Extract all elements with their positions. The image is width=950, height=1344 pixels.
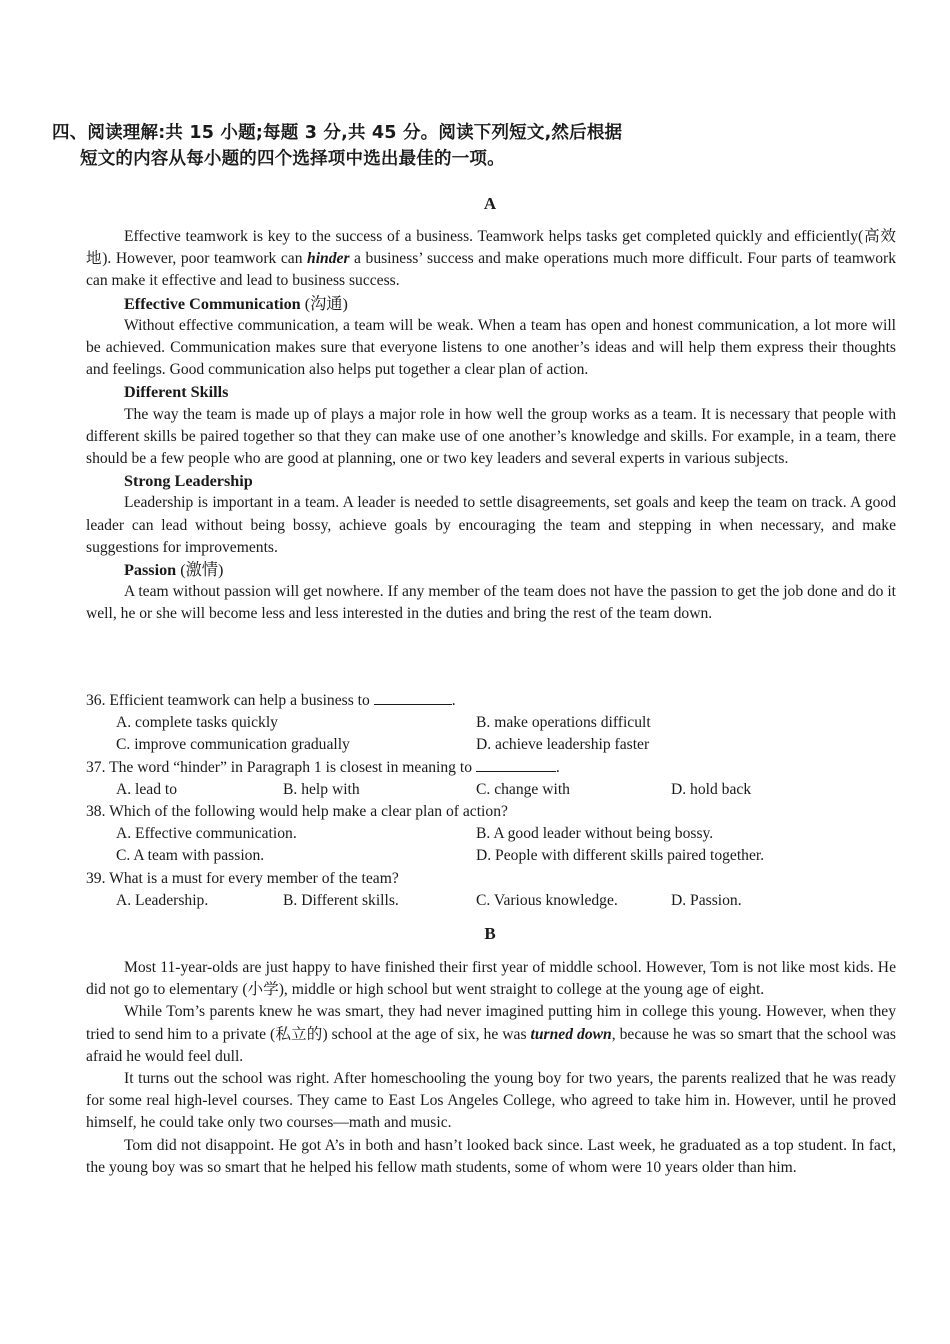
option-b[interactable]: B. help with [283, 780, 360, 798]
passage-b-paragraph-1: Most 11-year-olds are just happy to have finished their first year of middle school. However, Tom is not like most kids. He did not go to elementary (小学), middle or high school but went straight to college at the young age of eight. [86, 959, 896, 999]
question-36-options-row1 [86, 712, 896, 734]
passage-a-paragraph-2: Without effective communication, a team will be weak. When a team has open and honest communication, a lot more will be achieved. Communication makes sure that everyone listens to one another’s ideas and will help them express their thoughts and feelings. Good communication also helps put together a clear plan of action. [86, 316, 896, 379]
subheading-effective-communication [86, 293, 896, 315]
option-b[interactable]: B. Different skills. [283, 891, 399, 909]
question-38-options-row2 [86, 845, 896, 867]
option-c[interactable]: C. Various knowledge. [476, 891, 618, 909]
option-d[interactable]: D. Passion. [671, 891, 742, 909]
answer-blank [476, 757, 556, 772]
option-b[interactable]: B. make operations difficult [476, 714, 651, 732]
passage-a [86, 226, 896, 626]
passage-b-paragraph-4: Tom did not disappoint. He got A’s in both and hasn’t looked back since. Last week, he graduated as a top student. In fact, the young boy was so smart that he helped his fellow math students, some of whom were 10 years older than him. [86, 1136, 896, 1176]
option-a[interactable]: A. Effective communication. [116, 825, 297, 843]
subheading-strong-leadership: Strong Leadership [124, 472, 253, 491]
passage-a-letter: A [483, 194, 497, 213]
passage-a-paragraph-4: Leadership is important in a team. A leader is needed to settle disagreements, set goals and keep the team on track. A good leader can lead without being bossy, achieve goals by encouraging the team and stepping in when necessary, and make suggestions for improvements. [86, 494, 896, 556]
option-d[interactable]: D. achieve leadership faster [476, 736, 650, 754]
passage-a-paragraph-5: A team without passion will get nowhere. If any member of the team does not have the passion to get the job done and do it well, he or she will become less and less interested in the duties and bring the rest of the team down. [86, 583, 896, 623]
answer-blank [374, 690, 452, 705]
subheading-text: Effective Communication [124, 294, 301, 313]
option-c[interactable]: C. change with [476, 780, 570, 798]
passage-b-paragraph-2 [86, 1001, 896, 1068]
question-37-options [86, 779, 896, 801]
question-list [86, 690, 896, 912]
subheading-text: Passion [124, 561, 177, 580]
passage-a-p1-part2: a business’ success and make operations much more difficult. Four parts of teamwork can make it effective and lead to business success. [86, 250, 897, 290]
question-36-options-row2 [86, 734, 896, 756]
option-c[interactable]: C. A team with passion. [116, 847, 265, 865]
question-stem-end: . [451, 692, 456, 709]
passage-b [86, 957, 896, 1179]
question-39-options [86, 890, 896, 912]
option-d[interactable]: D. People with different skills paired together. [476, 847, 765, 865]
question-stem: 36. Efficient teamwork can help a business to [86, 692, 374, 709]
option-c[interactable]: C. improve communication gradually [116, 736, 350, 754]
subheading-different-skills: Different Skills [124, 383, 229, 402]
question-37 [86, 757, 896, 779]
passage-b-paragraph-3: It turns out the school was right. After homeschooling the young boy for two years, the parents realized that he was ready for some real high-level courses. They came to East Los Angeles College, who agreed to take him in. However, until he proved himself, he could take only two courses—math and music. [86, 1070, 896, 1132]
passage-b-letter: B [484, 924, 496, 943]
passage-a-paragraph-1 [86, 226, 896, 293]
question-stem: 37. The word “hinder” in Paragraph 1 is closest in meaning to [86, 758, 476, 776]
option-b[interactable]: B. A good leader without being bossy. [476, 825, 714, 843]
subheading-passion [86, 559, 896, 581]
option-a[interactable]: A. complete tasks quickly [116, 714, 278, 732]
question-38-options-row1 [86, 823, 896, 845]
keyword-hinder: hinder [307, 250, 350, 268]
section-heading-line1: 四、阅读理解:共 15 小题;每题 3 分,共 45 分。阅读下列短文,然后根据 [52, 123, 623, 143]
passage-a-p1-part1: Effective teamwork is key to the success of a business. Teamwork helps tasks get completed quickly and efficiently(高效地). However, poor teamwork can [86, 228, 896, 268]
section-heading [52, 120, 892, 172]
option-a[interactable]: A. lead to [116, 780, 178, 798]
subheading-gloss: (沟通) [300, 294, 348, 313]
keyword-turned-down: turned down [530, 1025, 612, 1043]
question-39: 39. What is a must for every member of the team? [86, 869, 399, 887]
question-38: 38. Which of the following would help make a clear plan of action? [86, 803, 508, 821]
passage-a-paragraph-3: The way the team is made up of plays a major role in how well the group works as a team. It is necessary that people with different skills be paired together so that they can make use of one another’s knowledge and skills. For example, in a team, there should be a few people who are good at planning, one or two key leaders and several experts in various subjects. [86, 405, 896, 468]
question-36 [86, 690, 896, 712]
section-heading-line2: 短文的内容从每小题的四个选择项中选出最佳的一项。 [80, 149, 505, 169]
option-d[interactable]: D. hold back [671, 780, 752, 798]
option-a[interactable]: A. Leadership. [116, 891, 209, 909]
passage-b-p2-part2: , because he was so smart that the school was afraid he would feel dull. [86, 1025, 896, 1065]
question-stem-end: . [555, 758, 560, 776]
passage-b-p2-part1: While Tom’s parents knew he was smart, they had never imagined putting him in college this young. However, when they tried to send him to a private (私立的) school at the age of six, he was [86, 1003, 896, 1043]
subheading-gloss: (激情) [176, 561, 224, 580]
